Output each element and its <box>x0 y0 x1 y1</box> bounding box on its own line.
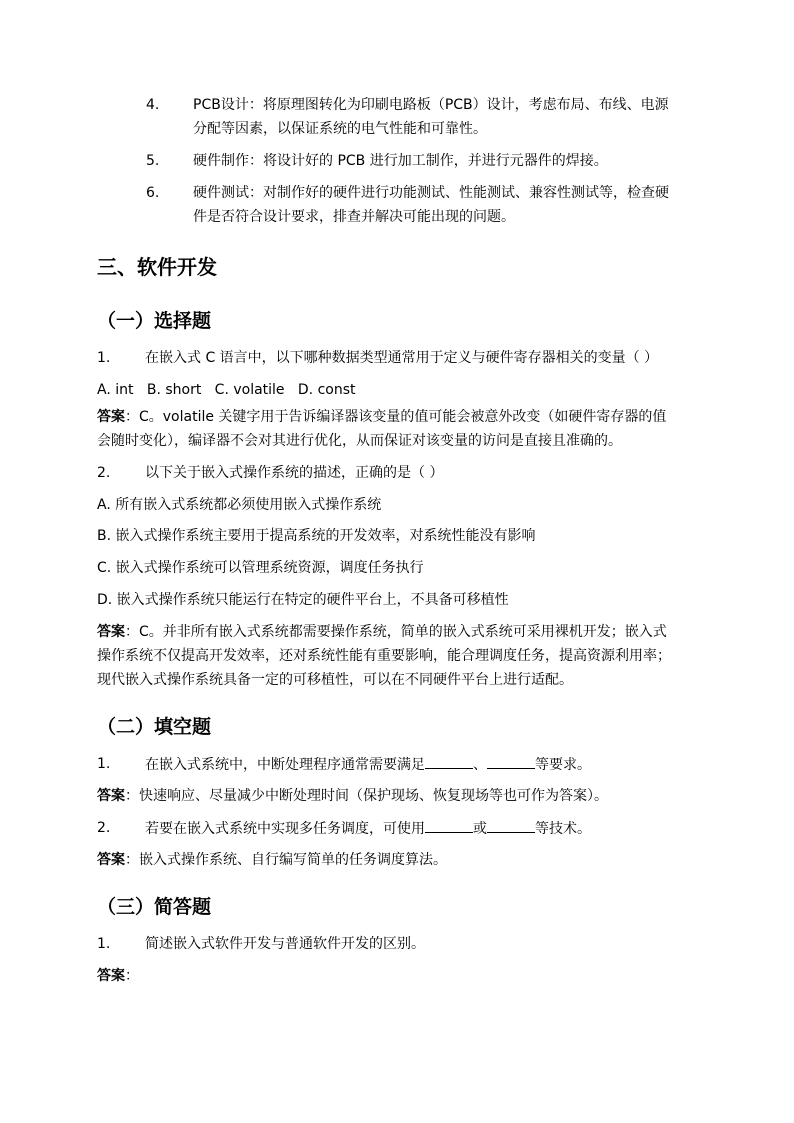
question-text <box>145 818 591 839</box>
question-number: 2. <box>97 465 111 481</box>
question-number: 1. <box>97 350 111 366</box>
question-text-part: 等技术。 <box>535 821 591 837</box>
answer-text: ：快速响应、尽量减少中断处理时间（保护现场、恢复现场等也可作为答案）。 <box>125 788 608 804</box>
list-number: 4. <box>146 97 160 113</box>
question-text-part: 若要在嵌入式系统中实现多任务调度，可使用 <box>145 821 425 837</box>
question-number: 1. <box>97 936 111 952</box>
answer-line <box>97 966 139 986</box>
list-item-text: PCB设计：将原理图转化为印刷电路板（PCB）设计，考虑布局、布线、电源 <box>193 97 669 113</box>
list-item-text: 硬件测试：对制作好的硬件进行功能测试、性能测试、兼容性测试等，检查硬 <box>193 185 669 201</box>
answer-text: 会随时变化），编译器不会对其进行优化，从而保证对该变量的访问是直接且准确的。 <box>97 433 622 449</box>
subsection-title: （二）填空题 <box>97 716 212 738</box>
option-d: D. 嵌入式操作系统只能运行在特定的硬件平台上，不具备可移植性 <box>97 592 509 608</box>
subsection-title: （三）简答题 <box>97 896 212 918</box>
answer-label: 答案 <box>97 409 125 425</box>
answer-text: ：C。并非所有嵌入式系统都需要操作系统，简单的嵌入式系统可采用裸机开发；嵌入式 <box>125 624 667 640</box>
blank-separator: 、 <box>473 757 487 773</box>
list-number: 5. <box>146 153 160 169</box>
answer-label: 答案 <box>97 968 125 984</box>
option-a: A. 所有嵌入式系统都必须使用嵌入式操作系统 <box>97 497 382 513</box>
list-item-text: 硬件制作：将设计好的 PCB 进行加工制作，并进行元器件的焊接。 <box>193 153 608 169</box>
question-text: 简述嵌入式软件开发与普通软件开发的区别。 <box>145 936 425 952</box>
fill-blank[interactable] <box>487 754 535 769</box>
answer-text: 操作系统不仅提高开发效率，还对系统性能有重要影响，能合理调度任务，提高资源利用率； <box>97 648 671 664</box>
option-c: C. 嵌入式操作系统可以管理系统资源，调度任务执行 <box>97 560 424 576</box>
answer-line <box>97 622 667 642</box>
section-title: 三、软件开发 <box>97 255 217 279</box>
answer-line <box>97 407 666 427</box>
question-text-part: 在嵌入式系统中，中断处理程序通常需要满足 <box>145 757 425 773</box>
answer-text: ： <box>125 968 139 984</box>
fill-blank[interactable] <box>425 818 473 833</box>
blank-separator: 或 <box>473 821 487 837</box>
subsection-title: （一）选择题 <box>97 310 212 332</box>
answer-line <box>97 850 447 870</box>
answer-label: 答案 <box>97 624 125 640</box>
option-b: B. 嵌入式操作系统主要用于提高系统的开发效率，对系统性能没有影响 <box>97 528 536 544</box>
answer-text: ：嵌入式操作系统、自行编写简单的任务调度算法。 <box>125 852 447 868</box>
list-item-text: 件是否符合设计要求，排查并解决可能出现的问题。 <box>193 209 515 225</box>
answer-label: 答案 <box>97 852 125 868</box>
question-number: 1. <box>97 756 111 772</box>
fill-blank[interactable] <box>425 754 473 769</box>
question-number: 2. <box>97 820 111 836</box>
answer-text: ：C。volatile 关键字用于告诉编译器该变量的值可能会被意外改变（如硬件寄存器的值 <box>125 409 667 425</box>
list-number: 6. <box>146 185 160 201</box>
list-item-text: 分配等因素，以保证系统的电气性能和可靠性。 <box>193 121 487 137</box>
question-text <box>145 754 591 775</box>
question-options: A. int B. short C. volatile D. const <box>97 382 356 398</box>
answer-text: 现代嵌入式操作系统具备一定的可移植性，可以在不同硬件平台上进行适配。 <box>97 672 573 688</box>
fill-blank[interactable] <box>487 818 535 833</box>
answer-label: 答案 <box>97 788 125 804</box>
question-text: 在嵌入式 C 语言中，以下哪种数据类型通常用于定义与硬件寄存器相关的变量（ ） <box>145 350 659 366</box>
question-text-part: 等要求。 <box>535 757 591 773</box>
answer-line <box>97 786 608 806</box>
question-text: 以下关于嵌入式操作系统的描述，正确的是（ ） <box>145 465 444 481</box>
